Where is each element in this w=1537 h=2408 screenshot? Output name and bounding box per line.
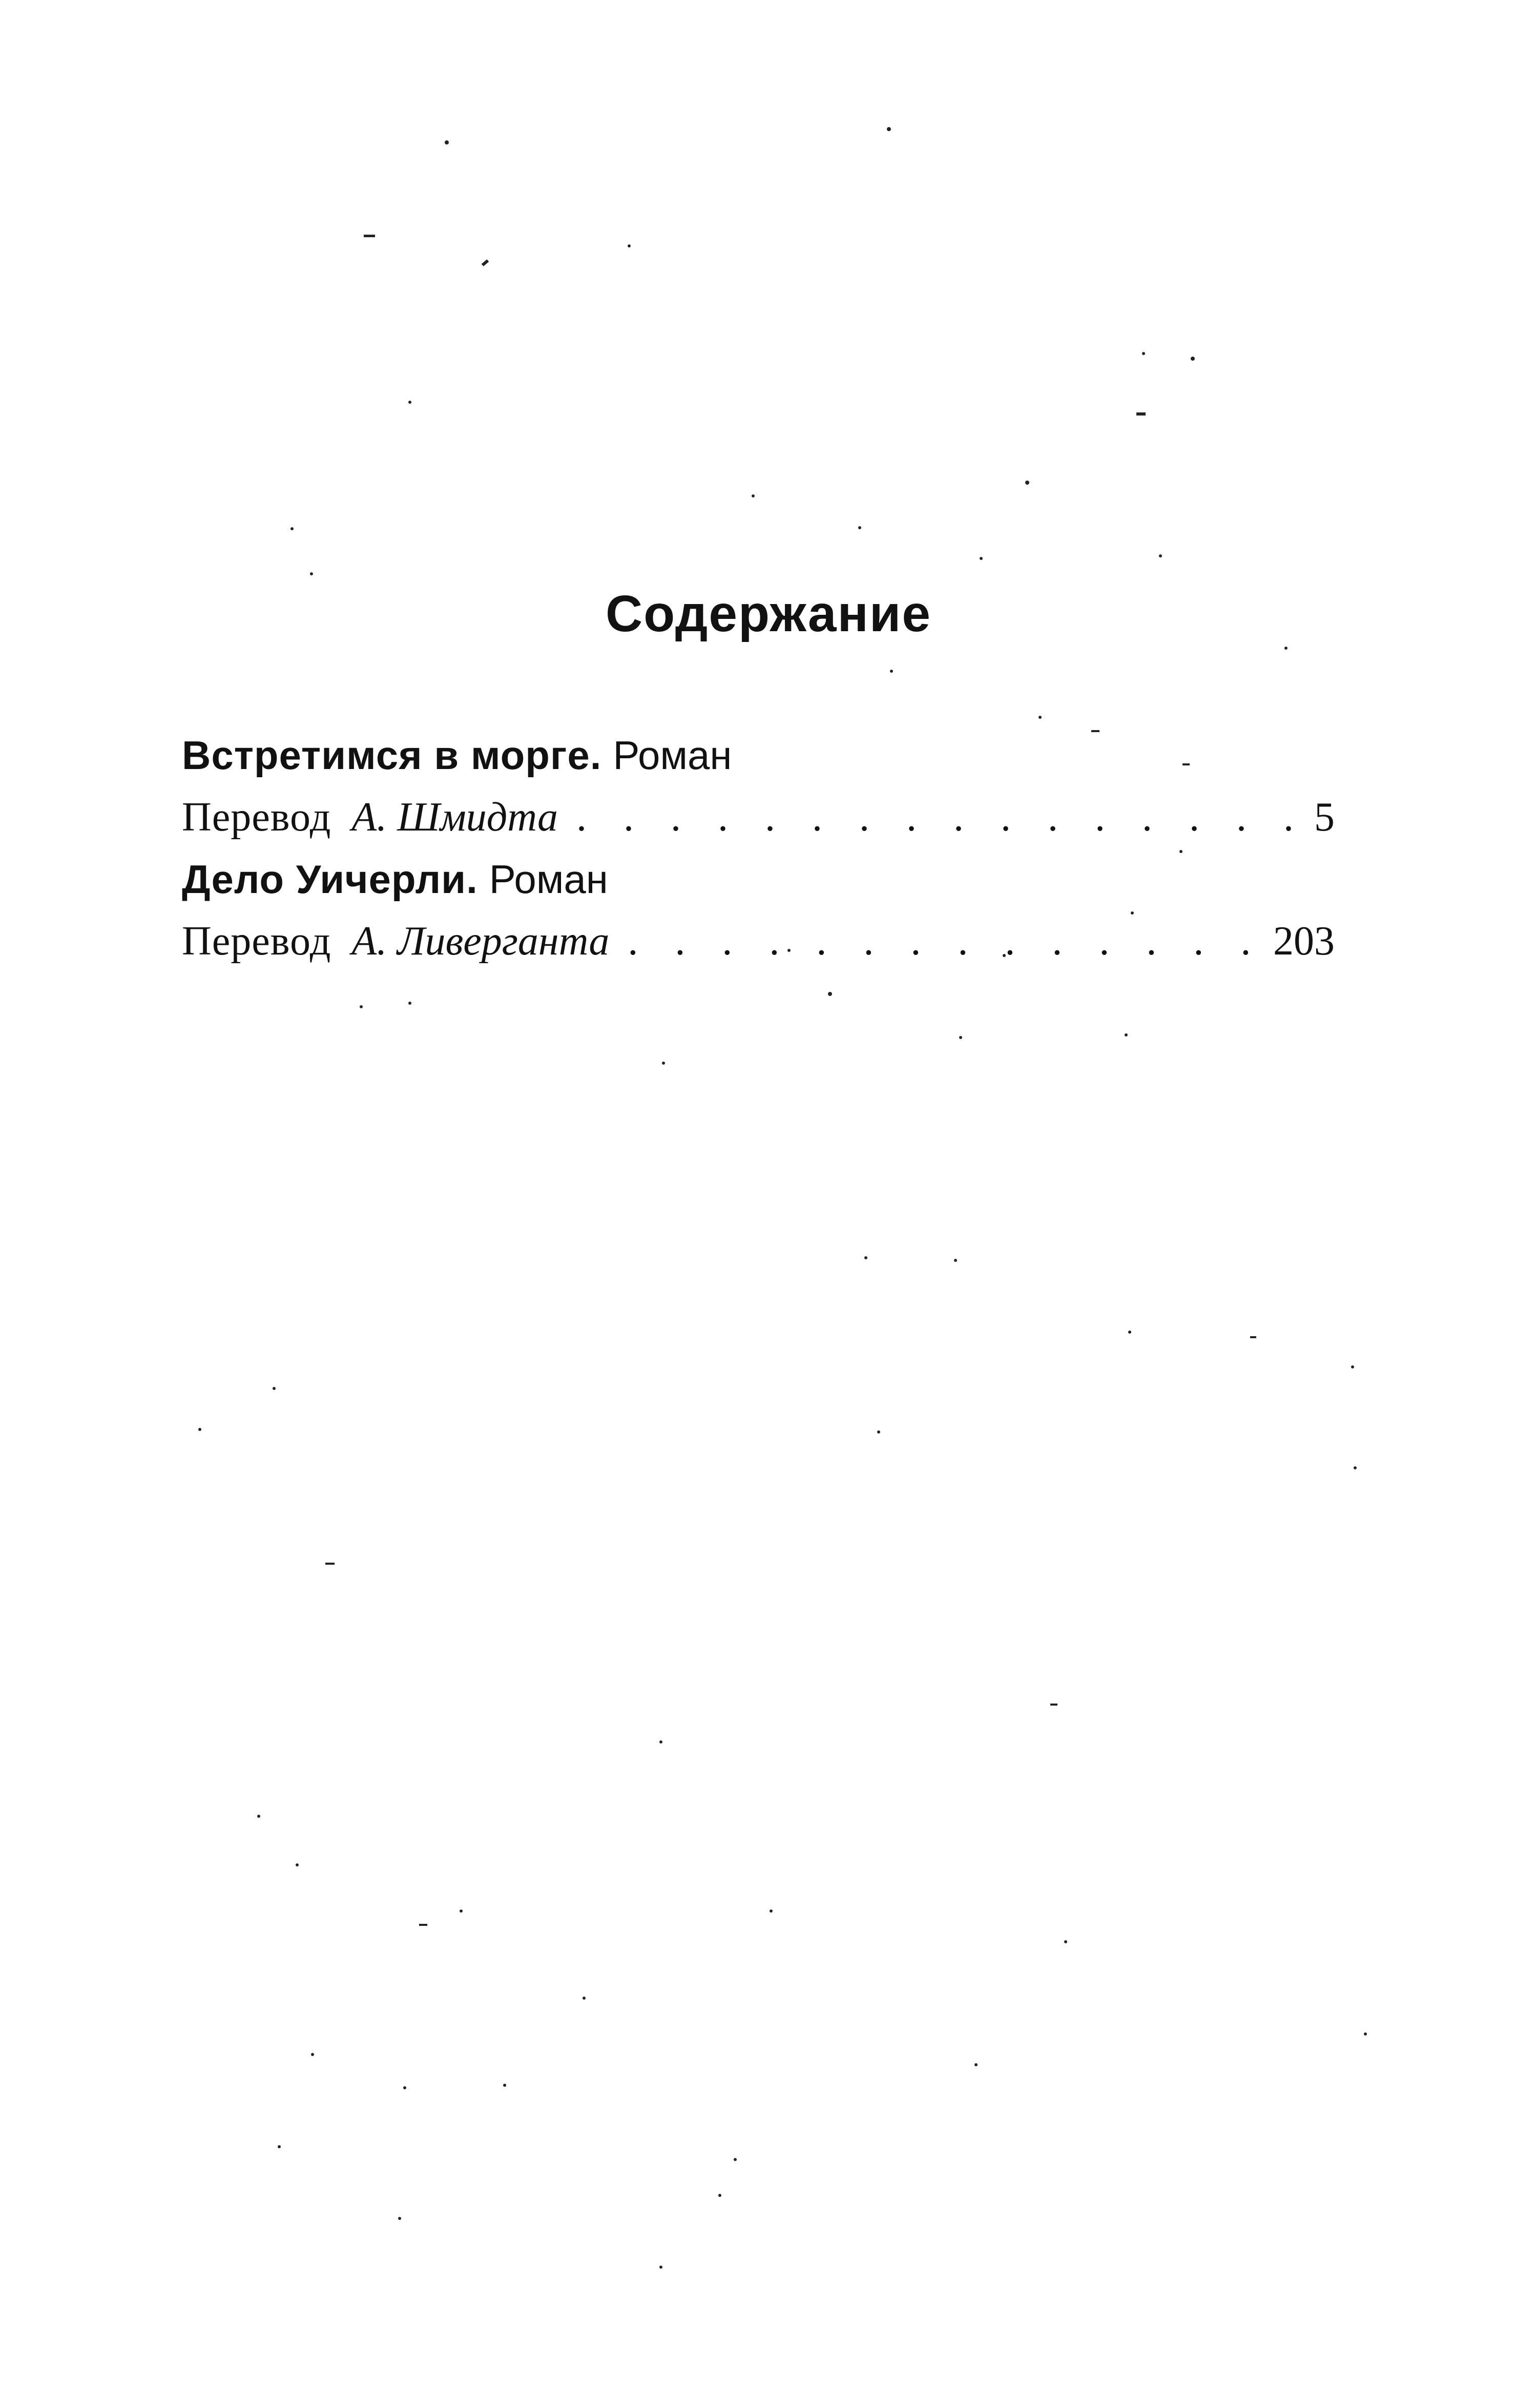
translator-name: А. Ливерганта — [351, 919, 610, 964]
dot-leader — [628, 921, 1266, 962]
translation-line — [182, 797, 1335, 859]
table-of-contents — [182, 735, 1335, 983]
translation-label: Перевод — [182, 919, 331, 964]
work-name: Дело Уичерли. — [182, 857, 478, 902]
work-title — [182, 859, 1335, 921]
toc-entry — [182, 735, 1335, 859]
translation-label: Перевод — [182, 795, 331, 840]
translator-name: А. Шмидта — [351, 795, 558, 840]
page-number: 203 — [1273, 919, 1335, 964]
work-genre: Роман — [613, 733, 732, 778]
work-name: Встретимся в морге. — [182, 733, 602, 778]
translation-line — [182, 921, 1335, 983]
work-title — [182, 735, 1335, 797]
toc-entry — [182, 859, 1335, 983]
work-genre: Роман — [489, 857, 608, 902]
dot-leader — [576, 797, 1297, 838]
page-number: 5 — [1314, 795, 1335, 840]
toc-title: Содержание — [605, 585, 932, 642]
